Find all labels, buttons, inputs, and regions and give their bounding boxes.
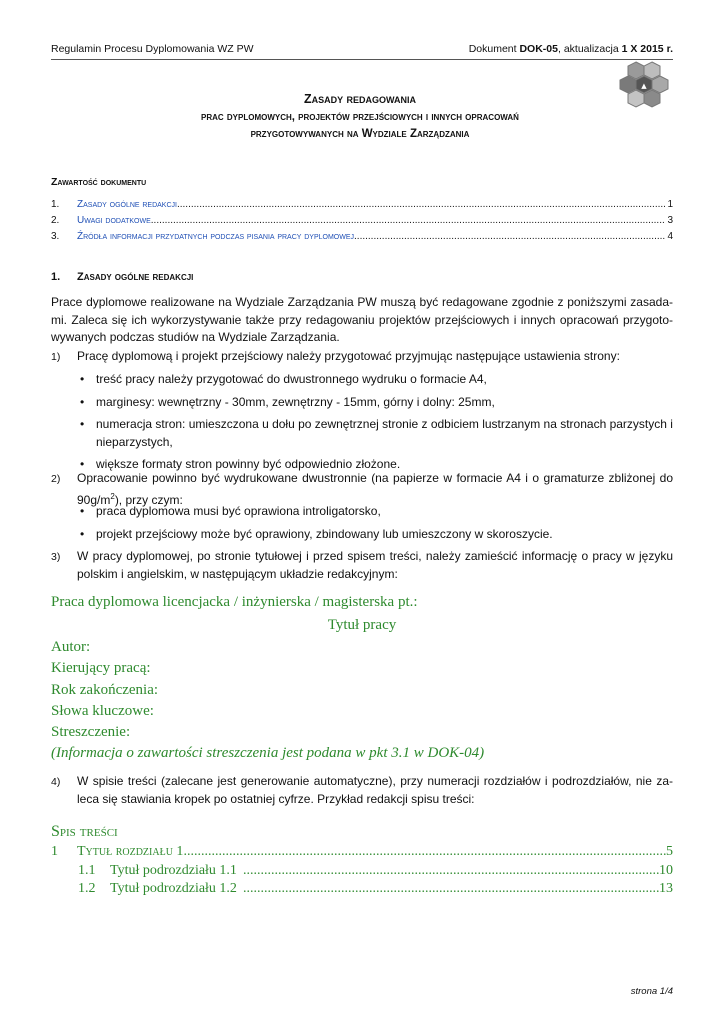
example-abstract: Streszczenie: [51,724,131,740]
section-heading: 1. Zasady ogólne redakcji [51,271,194,283]
title-line-2: prac dyplomowych, projektów przejściowych i innych opracowań [201,111,519,123]
example-toc-row: 1.1 Tytuł podrozdziału 1.1 ..... 10 [78,863,673,879]
list-item: 4) W spisie treści (zalecane jest generowanie automatyczne), przy numeracji rozdziałów i podrozdziałów, nie za-leca się stawiania kropek po ostatniej cyfrze. Przykład redakcji spisu treści: [51,774,673,806]
list-item: 2) Opracowanie powinno być wydrukowane dwustronnie (na papierze w formacie A4 i o gramaturze zbliżonej do $90g/m^2$), przy czym: [51,471,673,507]
header-divider [51,59,673,60]
intro-paragraph: Prace dyplomowe realizowane na Wydziale Zarządzania PW muszą być redagowane zgodnie z poniższymi zasada-mi. Zaleca się ich wykorzystywanie także przy redagowaniu projektów przejściowych i innych opracowań przygoto-wywanych podczas studiów na Wydziale Zarządzania. [51,295,673,344]
header-left: Regulamin Procesu Dyplomowania WZ PW [51,43,254,55]
doc-code: DOK-05 [519,43,558,55]
toc-row[interactable]: 1. Zasady ogólne redakcji ..... 1 [51,199,673,210]
example-keywords: Słowa kluczowe: [51,703,154,719]
example-note: (Informacja o zawartości streszczenia jest podana w pkt 3.1 w DOK-04) [51,745,485,761]
bullet-item: • praca dyplomowa musi być oprawiona introligatorsko, [77,503,673,521]
example-degree-line: Praca dyplomowa licencjacka / inżynierska / magisterska pt.: [51,594,418,610]
example-toc-heading: Spis treści [51,823,118,840]
toc-link[interactable]: Zasady ogólne redakcji [77,199,177,210]
bullet-list [77,371,673,479]
example-title: Tytuł pracy [327,617,397,633]
toc-row[interactable]: 3. Źródła informacji przydatnych podczas pisania pracy dyplomowej ..... 4 [51,231,673,242]
example-toc-row: 1.2 Tytuł podrozdziału 1.2 ..... 13 [78,881,673,897]
svg-text:▲: ▲ [641,82,647,90]
toc-link[interactable]: Źródła informacji przydatnych podczas pisania pracy dyplomowej [77,231,355,242]
header-right: Dokument DOK-05, aktualizacja 1 X 2015 r. [468,43,673,55]
example-year: Rok zakończenia: [51,682,159,698]
page-number: strona 1/4 [630,986,673,997]
bullet-item: • projekt przejściowy może być oprawiony, zbindowany lub umieszczony w skoroszycie. [77,526,673,544]
list-item: 3) W pracy dyplomowej, po stronie tytułowej i przed spisem treści, należy zamieścić informację o pracy w języku polskim i angielskim, w następującym układzie redakcyjnym: [51,549,673,581]
bullet-item: • marginesy: wewnętrzny - 30mm, zewnętrzny - 15mm, górny i dolny: 25mm, [77,394,673,412]
contents-heading: Zawartość dokumentu [51,176,147,188]
example-supervisor: Kierujący pracą: [51,660,151,676]
example-toc-row: 1 Tytuł rozdziału 1 ..... 5 [51,844,673,860]
bullet-list [77,503,673,548]
title-line-1: Zasady redagowania [303,92,417,106]
document-title [60,92,660,145]
title-line-3: przygotowywanych na Wydziale Zarządzania [250,128,470,140]
list-item: 1) Pracę dyplomową i projekt przejściowy należy przygotować przyjmując następujące ustawienia strony: [51,349,620,363]
example-author: Autor: [51,639,91,655]
bullet-item: • większe formaty stron powinny być odpowiednio złożone. [77,456,673,474]
toc-row[interactable]: 2. Uwagi dodatkowe ..... 3 [51,215,673,226]
page-header [51,43,673,55]
toc-link[interactable]: Uwagi dodatkowe [77,215,151,226]
bullet-item: • numeracja stron: umieszczona u dołu po zewnętrznej stronie z odbiciem lustrzanym na stronach parzystych i nieparzystych, [77,416,673,451]
bullet-item: • treść pracy należy przygotować do dwustronnego wydruku o formacie A4, [77,371,673,389]
doc-date: 1 X 2015 r. [621,43,673,55]
